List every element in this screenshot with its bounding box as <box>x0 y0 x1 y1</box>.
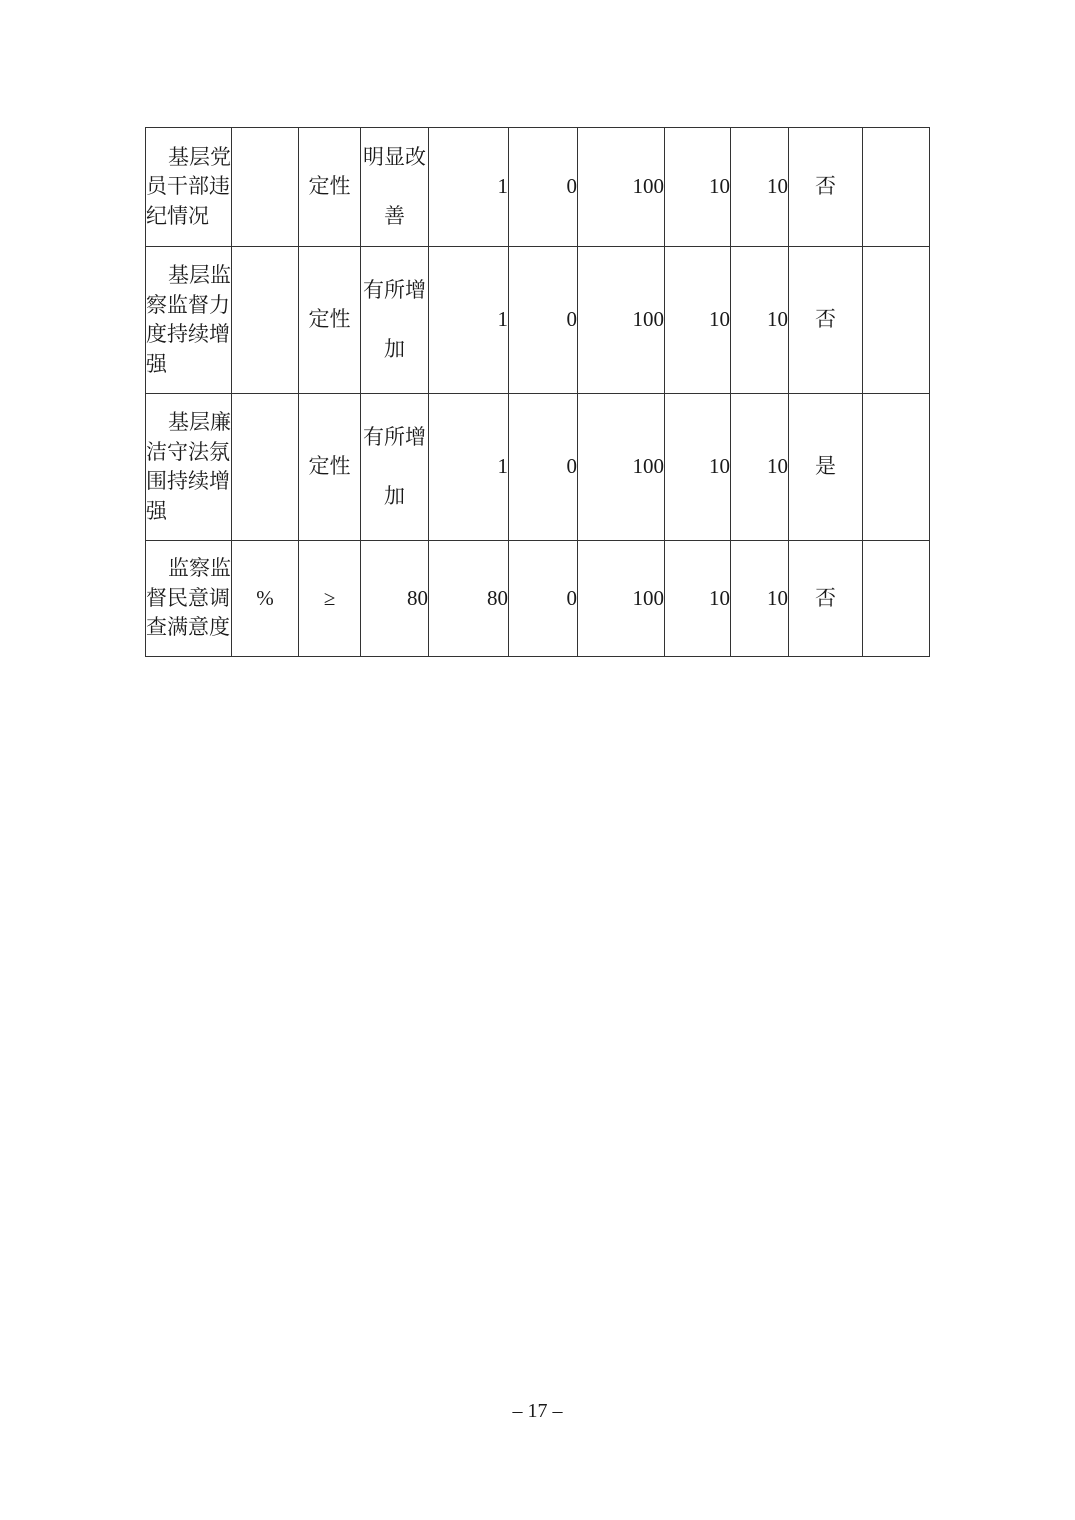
flag-cell: 否 <box>789 128 863 247</box>
value-cell: 0 <box>509 541 578 657</box>
note-cell <box>863 394 930 541</box>
note-cell <box>863 541 930 657</box>
value-cell: 10 <box>665 541 731 657</box>
indicator-table-body <box>146 128 930 657</box>
criterion-cell: 定性 <box>299 394 361 541</box>
target-cell: 明显改善 <box>361 128 429 247</box>
value-cell: 10 <box>731 541 789 657</box>
value-cell: 10 <box>665 247 731 394</box>
value-cell: 0 <box>509 128 578 247</box>
table-row <box>146 247 930 394</box>
value-cell: 100 <box>578 128 665 247</box>
value-cell: 10 <box>665 128 731 247</box>
value-cell: 10 <box>665 394 731 541</box>
value-cell: 80 <box>429 541 509 657</box>
flag-cell: 否 <box>789 247 863 394</box>
target-cell: 80 <box>361 541 429 657</box>
indicator-cell: 基层监察监督力度持续增强 <box>146 247 232 394</box>
value-cell: 1 <box>429 247 509 394</box>
table-row <box>146 541 930 657</box>
value-cell: 1 <box>429 128 509 247</box>
criterion-cell: 定性 <box>299 128 361 247</box>
indicator-cell: 监察监督民意调查满意度 <box>146 541 232 657</box>
target-cell: 有所增加 <box>361 394 429 541</box>
value-cell: 100 <box>578 247 665 394</box>
indicator-cell: 基层廉洁守法氛围持续增强 <box>146 394 232 541</box>
value-cell: 10 <box>731 247 789 394</box>
unit-cell <box>232 128 299 247</box>
performance-indicator-table <box>145 127 930 657</box>
indicator-table <box>145 127 930 657</box>
value-cell: 0 <box>509 247 578 394</box>
unit-cell: % <box>232 541 299 657</box>
value-cell: 10 <box>731 128 789 247</box>
value-cell: 0 <box>509 394 578 541</box>
note-cell <box>863 128 930 247</box>
target-cell: 有所增加 <box>361 247 429 394</box>
table-row <box>146 128 930 247</box>
table-row <box>146 394 930 541</box>
criterion-cell: 定性 <box>299 247 361 394</box>
value-cell: 1 <box>429 394 509 541</box>
page-number: – 17 – <box>512 1400 563 1422</box>
value-cell: 100 <box>578 541 665 657</box>
unit-cell <box>232 247 299 394</box>
flag-cell: 是 <box>789 394 863 541</box>
criterion-cell: ≥ <box>299 541 361 657</box>
value-cell: 100 <box>578 394 665 541</box>
flag-cell: 否 <box>789 541 863 657</box>
note-cell <box>863 247 930 394</box>
value-cell: 10 <box>731 394 789 541</box>
unit-cell <box>232 394 299 541</box>
indicator-cell: 基层党员干部违纪情况 <box>146 128 232 247</box>
